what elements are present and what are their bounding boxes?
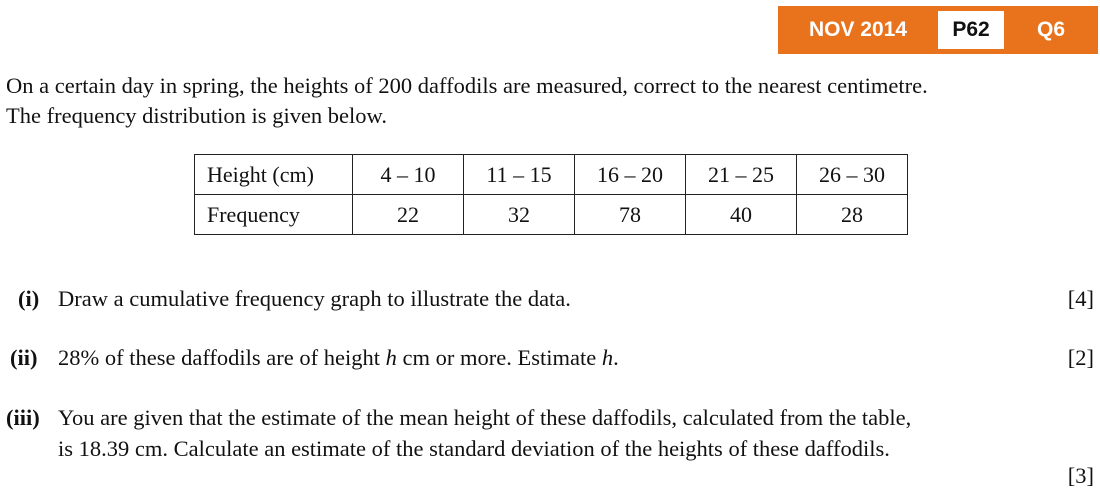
part-number: (ii) xyxy=(10,345,38,370)
part-text-line-2: is 18.39 cm. Calculate an estimate of the standard deviation of the heights of these daffodils. xyxy=(58,436,890,461)
frequency-row xyxy=(195,195,908,235)
intro-line-2: The frequency distribution is given below. xyxy=(6,103,387,128)
height-class: 21 – 25 xyxy=(686,155,797,195)
marks-label: [4] xyxy=(1067,286,1094,311)
question-number-label: Q6 xyxy=(1036,18,1065,41)
frequency-value: 32 xyxy=(464,195,575,235)
part-text-b: cm or more. Estimate xyxy=(396,345,602,370)
frequency-table xyxy=(194,154,908,235)
variable-h: h xyxy=(385,345,397,370)
frequency-row-label: Frequency xyxy=(195,195,353,235)
part-iii xyxy=(0,402,1100,492)
frequency-value: 40 xyxy=(686,195,797,235)
frequency-value: 78 xyxy=(575,195,686,235)
part-text: Draw a cumulative frequency graph to illustrate the data. xyxy=(58,286,571,311)
height-row xyxy=(195,155,908,195)
paper-code-label: P62 xyxy=(938,11,1004,49)
part-text-a: 28% of these daffodils are of height xyxy=(58,345,386,370)
height-class: 16 – 20 xyxy=(575,155,686,195)
variable-h: h xyxy=(601,345,614,370)
marks-label: [2] xyxy=(1067,345,1094,370)
part-text-c: . xyxy=(613,345,619,370)
height-class: 11 – 15 xyxy=(464,155,575,195)
exam-session-label: NOV 2014 xyxy=(808,18,908,41)
question-intro xyxy=(6,71,1096,131)
marks-label: [3] xyxy=(1067,463,1094,488)
paper-reference-badge xyxy=(778,6,1098,54)
part-text-line-1: You are given that the estimate of the mean height of these daffodils, calculated from the table, xyxy=(58,405,912,430)
part-number: (i) xyxy=(18,286,40,311)
height-class: 26 – 30 xyxy=(797,155,908,195)
intro-line-1: On a certain day in spring, the heights of 200 daffodils are measured, correct to the nearest centimetre. xyxy=(6,73,928,98)
part-number: (iii) xyxy=(6,405,40,430)
frequency-value: 22 xyxy=(353,195,464,235)
part-text xyxy=(58,342,619,373)
height-class: 4 – 10 xyxy=(353,155,464,195)
height-row-label: Height (cm) xyxy=(195,155,353,195)
frequency-value: 28 xyxy=(797,195,908,235)
